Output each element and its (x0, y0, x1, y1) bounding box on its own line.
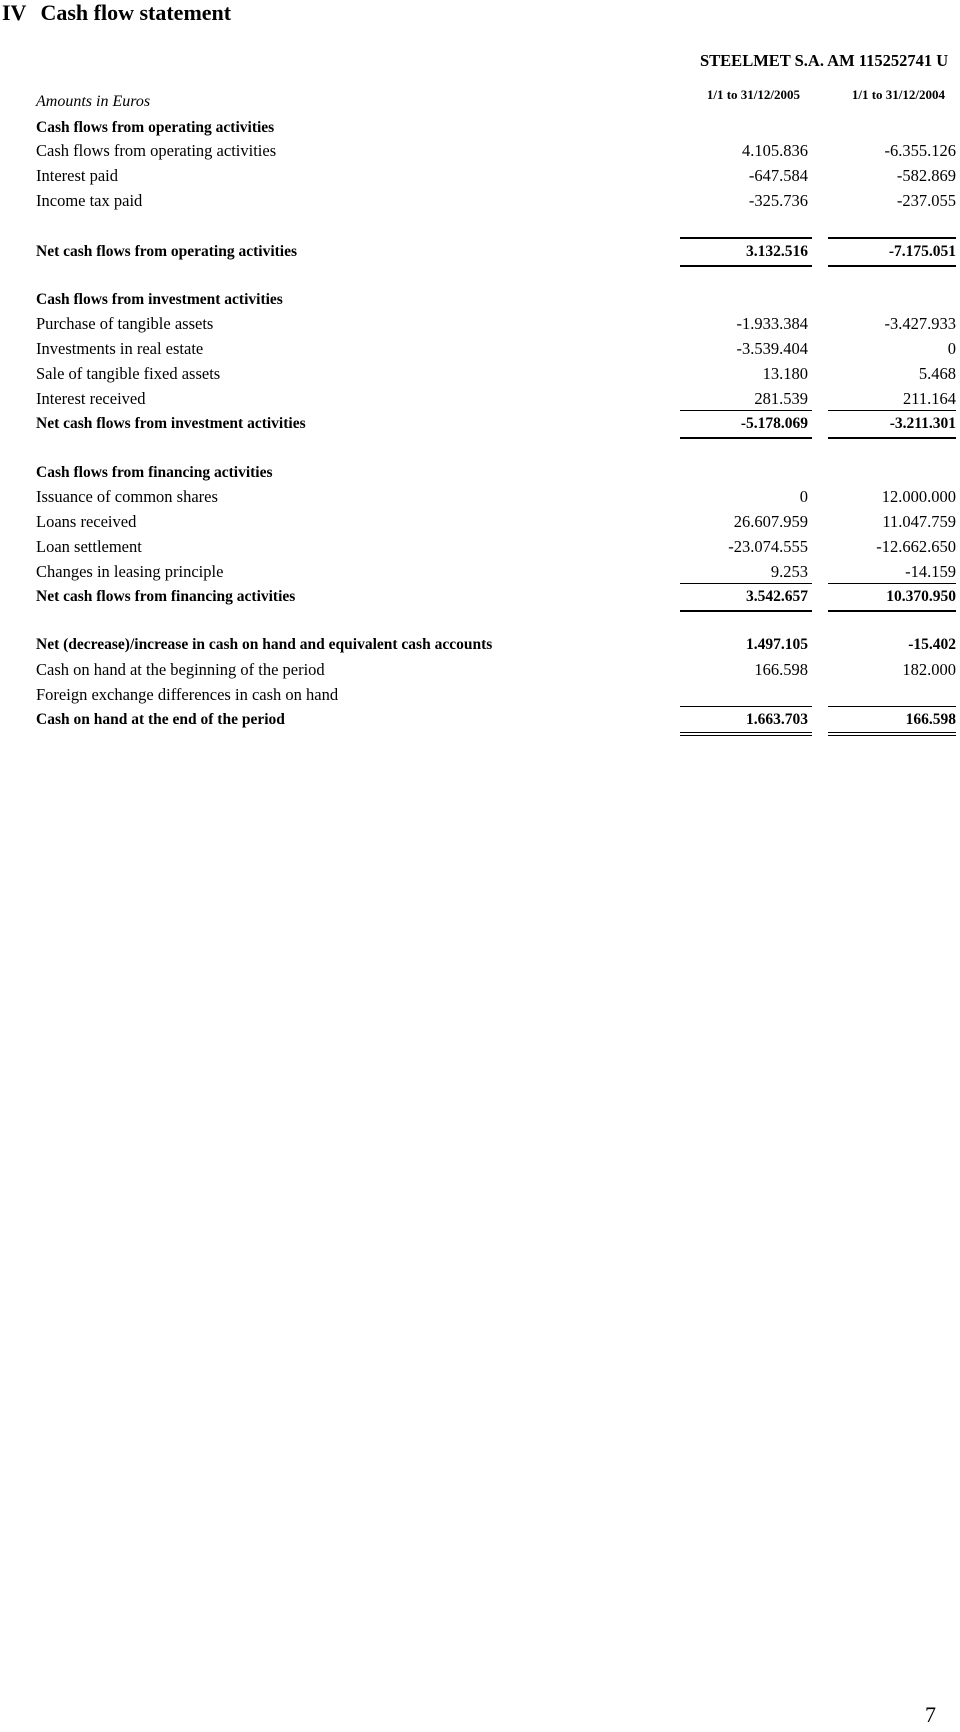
row-label: Cash flows from investment activities (36, 291, 283, 308)
value-2004: -15.402 (908, 636, 956, 653)
table-row (36, 658, 956, 682)
row-label: Cash on hand at the end of the period (36, 711, 285, 728)
value-2004: 11.047.759 (882, 512, 956, 531)
table-row (36, 510, 956, 534)
subtotal-rule (828, 583, 956, 584)
table-row (36, 189, 956, 213)
subtotal-rule (828, 410, 956, 411)
value-2004: 5.468 (918, 364, 956, 383)
value-2004: 182.000 (902, 660, 956, 679)
row-label: Cash on hand at the beginning of the period (36, 660, 325, 679)
value-2005: 1.663.703 (746, 711, 808, 728)
row-label: Net cash flows from operating activities (36, 243, 298, 260)
value-2005: 4.105.836 (742, 141, 808, 160)
value-2005: 3.542.657 (746, 588, 808, 605)
section-number: IV (2, 0, 27, 25)
table-row (36, 139, 956, 163)
subtotal-row-investment (36, 412, 956, 436)
value-2005: -5.178.069 (740, 415, 808, 432)
table-row (36, 337, 956, 361)
section-header-financing (36, 461, 956, 485)
value-2005: 3.132.516 (746, 243, 808, 260)
table-row (36, 535, 956, 559)
total-double-rule (680, 732, 812, 736)
row-label: Interest received (36, 389, 146, 408)
value-2004: -237.055 (896, 191, 956, 210)
subtotal-rule (828, 437, 956, 439)
row-label: Net cash flows from financing activities (36, 588, 296, 605)
subtotal-rule (680, 583, 812, 584)
value-2004: 10.370.950 (886, 588, 956, 605)
row-label: Interest paid (36, 166, 119, 185)
value-2005: -23.074.555 (728, 537, 808, 556)
page-number: 7 (925, 1702, 936, 1727)
page-title: Cash flow statement (40, 0, 232, 25)
value-2005: 166.598 (754, 660, 808, 679)
value-2004: -3.211.301 (889, 415, 956, 432)
value-2005: 26.607.959 (733, 512, 808, 531)
value-2005: 1.497.105 (746, 636, 808, 653)
subtotal-rule (680, 265, 812, 267)
row-label: Net cash flows from investment activities (36, 415, 306, 432)
table-row (36, 387, 956, 411)
value-2005: 281.539 (754, 389, 808, 408)
total-row-cash-end (36, 708, 956, 732)
table-row (36, 362, 956, 386)
row-label: Foreign exchange differences in cash on hand (36, 685, 339, 704)
subtotal-rule (828, 237, 956, 239)
row-label: Purchase of tangible assets (36, 314, 214, 333)
subtotal-rule (680, 437, 812, 439)
subtotal-rule (828, 265, 956, 267)
total-rule (828, 706, 956, 707)
table-row (36, 312, 956, 336)
value-2005: -647.584 (748, 166, 808, 185)
value-2004: 166.598 (905, 711, 956, 728)
row-label: Income tax paid (36, 191, 143, 210)
value-2004: -582.869 (896, 166, 956, 185)
value-2004: 0 (947, 339, 956, 358)
value-2005: -3.539.404 (736, 339, 808, 358)
section-header-investment (36, 288, 956, 312)
column-header-2005: 1/1 to 31/12/2005 (706, 87, 800, 102)
value-2004: -14.159 (905, 562, 956, 581)
value-2004: 211.164 (902, 389, 956, 408)
value-2004: -12.662.650 (876, 537, 956, 556)
row-label: Cash flows from operating activities (36, 141, 277, 160)
row-label: Changes in leasing principle (36, 562, 224, 581)
net-change-row (36, 633, 956, 657)
value-2005: 9.253 (770, 562, 808, 581)
subtotal-rule (680, 610, 812, 612)
value-2004: -7.175.051 (888, 243, 956, 260)
value-2005: -1.933.384 (736, 314, 808, 333)
subtotal-rule (680, 410, 812, 411)
value-2004: 12.000.000 (881, 487, 956, 506)
row-label: Issuance of common shares (36, 487, 218, 506)
subtotal-rule (680, 237, 812, 239)
amounts-unit-label: Amounts in Euros (36, 93, 151, 110)
table-row (36, 164, 956, 188)
table-row (36, 485, 956, 509)
company-header: STEELMET S.A. AM 115252741 U (700, 51, 949, 70)
row-label: Investments in real estate (36, 339, 204, 358)
table-row (36, 560, 956, 584)
subtotal-row-operating (36, 240, 956, 264)
column-header-2004: 1/1 to 31/12/2004 (851, 87, 945, 102)
row-label: Net (decrease)/increase in cash on hand and equivalent cash accounts (36, 636, 493, 653)
total-rule (680, 706, 812, 707)
section-header-operating (36, 116, 956, 140)
table-row (36, 683, 956, 707)
subtotal-rule (828, 610, 956, 612)
row-label: Loans received (36, 512, 137, 531)
row-label: Sale of tangible fixed assets (36, 364, 221, 383)
subtotal-row-financing (36, 585, 956, 609)
row-label: Cash flows from financing activities (36, 464, 273, 481)
value-2005: 13.180 (762, 364, 808, 383)
value-2005: -325.736 (748, 191, 808, 210)
value-2005: 0 (799, 487, 808, 506)
row-label: Loan settlement (36, 537, 142, 556)
value-2004: -3.427.933 (884, 314, 956, 333)
total-double-rule (828, 732, 956, 736)
row-label: Cash flows from operating activities (36, 119, 275, 136)
value-2004: -6.355.126 (884, 141, 956, 160)
